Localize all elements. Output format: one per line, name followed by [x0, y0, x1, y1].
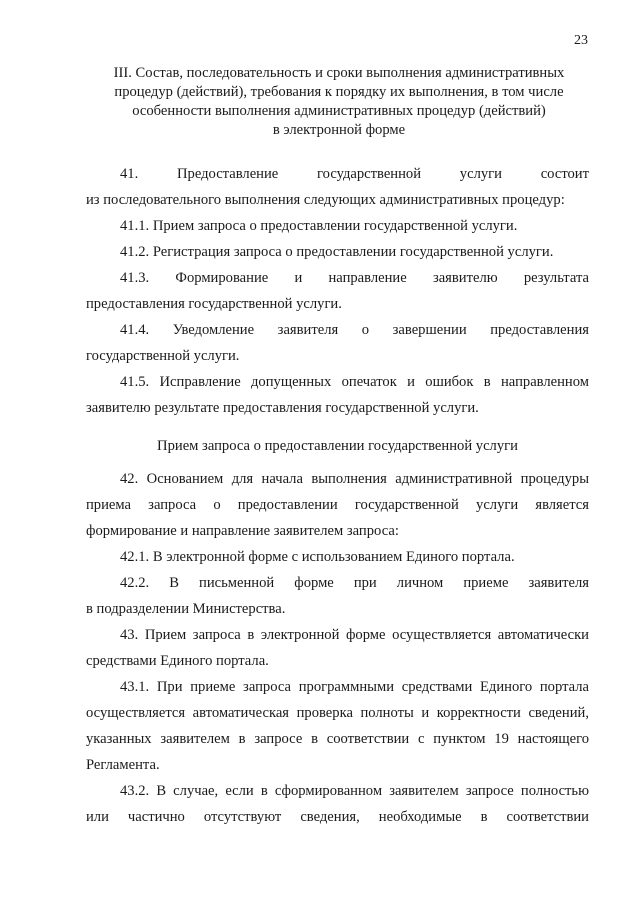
- paragraph-line: 42.2. В письменной форме при личном приеме заявителя: [120, 575, 589, 591]
- paragraph-line: предоставления государственной услуги.: [86, 296, 342, 312]
- subsection-heading: Прием запроса о предоставлении государственной услуги: [157, 438, 518, 454]
- paragraph-line: 43. Прием запроса в электронной форме осуществляется автоматически: [120, 627, 589, 643]
- paragraph-41: [86, 161, 589, 213]
- paragraph-line: осуществляется автоматическая проверка полноты и корректности сведений,: [86, 705, 589, 721]
- paragraph-line: 41. Предоставление государственной услуги состоит: [120, 166, 589, 182]
- paragraph-line: указанных заявителем в запросе в соответствии с пунктом 19 настоящего: [86, 731, 589, 747]
- paragraph-line: государственной услуги.: [86, 348, 240, 364]
- paragraph-line: 41.5. Исправление допущенных опечаток и ошибок в направленном: [120, 374, 589, 390]
- paragraph-41-3: [86, 265, 589, 317]
- paragraph-line: в подразделении Министерства.: [86, 601, 286, 617]
- paragraph-line: 41.2. Регистрация запроса о предоставлении государственной услуги.: [120, 244, 554, 260]
- section-heading: [80, 64, 598, 140]
- paragraph-42-2: [86, 570, 589, 622]
- paragraph-line: Регламента.: [86, 757, 160, 773]
- paragraph-line: 42.1. В электронной форме с использованием Единого портала.: [120, 549, 515, 565]
- paragraph-line: 43.2. В случае, если в сформированном заявителем запросе полностью: [120, 783, 589, 799]
- heading-line: процедур (действий), требования к порядку их выполнения, в том числе: [114, 84, 564, 100]
- heading-line: особенности выполнения административных процедур (действий): [132, 103, 546, 119]
- paragraph-line: из последовательного выполнения следующих административных процедур:: [86, 192, 565, 208]
- paragraph-41-1: [86, 213, 589, 239]
- paragraph-line: 42. Основанием для начала выполнения административной процедуры: [120, 471, 589, 487]
- paragraph-41-4: [86, 317, 589, 369]
- paragraph-line: 41.4. Уведомление заявителя о завершении предоставления: [120, 322, 589, 338]
- paragraph-line: средствами Единого портала.: [86, 653, 269, 669]
- paragraph-line: формирование и направление заявителем запроса:: [86, 523, 399, 539]
- paragraph-line: или частично отсутствуют сведения, необходимые в соответствии: [86, 809, 589, 825]
- paragraph-41-2: [86, 239, 589, 265]
- paragraph-42-1: [86, 544, 589, 570]
- paragraph-43: [86, 622, 589, 674]
- paragraph-line: 43.1. При приеме запроса программными средствами Единого портала: [120, 679, 589, 695]
- paragraph-line: 41.1. Прием запроса о предоставлении государственной услуги.: [120, 218, 518, 234]
- heading-line: III. Состав, последовательность и сроки выполнения административных: [113, 65, 565, 81]
- paragraph-line: заявителю результате предоставления государственной услуги.: [86, 400, 479, 416]
- paragraph-line: приема запроса о предоставлении государственной услуги является: [86, 497, 589, 513]
- page-number: 23: [574, 33, 588, 48]
- paragraph-43-2: [86, 778, 589, 830]
- paragraph-41-5: [86, 369, 589, 421]
- paragraph-line: 41.3. Формирование и направление заявителю результата: [120, 270, 589, 286]
- paragraph-42: [86, 466, 589, 544]
- heading-line: в электронной форме: [272, 122, 406, 138]
- paragraph-43-1: [86, 674, 589, 778]
